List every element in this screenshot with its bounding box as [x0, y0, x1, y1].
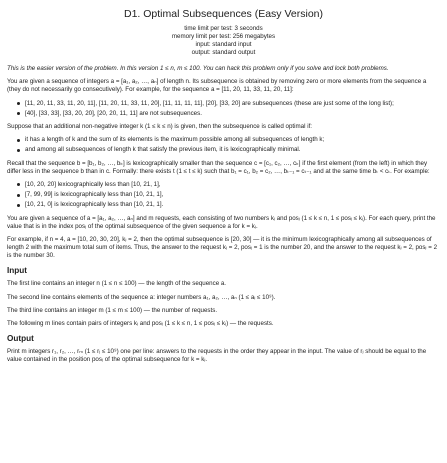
input-spec: input: standard input — [195, 40, 252, 48]
time-limit: time limit per test: 3 seconds — [184, 24, 263, 32]
list-item: [11, 20, 11, 33, 11, 20, 11], [11, 20, 11, 33, 11, 20], [11, 11, 11, 11], [20], [33, 20] are subsequences (these are just some of the long list); — [17, 100, 440, 108]
lexicographic-definition: Recall that the sequence b = [b₁, b₂, …, bₖ] is lexicographically smaller than the sequence c = [c₁, c₂, …, cₖ] if the first element (from the left) in which they differ less in the sequence b than in c. Formally: there exists t (1 ≤ t ≤ k) such that b₁ = c₁, b₂ = c₂, …, bₜ₋₁ = cₜ₋₁ and at the same time bₜ < cₜ. For example: — [7, 159, 430, 175]
list-item: and among all subsequences of length k that satisfy the previous item, it is lexicographically minimal. — [17, 146, 440, 154]
lexicographic-examples-list — [7, 181, 440, 210]
easy-version-note: This is the easier version of the problem. In this version 1 ≤ n, m ≤ 100. You can hack this problem only if you solve and lock both problems. — [7, 65, 389, 73]
input-line: The first line contains an integer n (1 ≤ n ≤ 100) — the length of the sequence a. — [7, 280, 227, 288]
optimal-conditions-list — [7, 136, 440, 154]
input-line: The third line contains an integer m (1 ≤ m ≤ 100) — the number of requests. — [7, 306, 218, 314]
input-line: The second line contains elements of the sequence a: integer numbers a₁, a₂, …, aₙ (1 ≤ aᵢ ≤ 10⁹). — [7, 293, 276, 301]
list-item: it has a length of k and the sum of its elements is the maximum possible among all subsequences of length k; — [17, 136, 440, 144]
output-paragraph: Print m integers r₁, r₂, …, rₘ (1 ≤ rⱼ ≤ 10⁹) one per line: answers to the requests in the order they appear in the input. The value of rⱼ should be equal to the value contained in the position posⱼ of the optimal subsequence for k = kⱼ. — [7, 347, 427, 364]
list-item: [7, 99, 99] is lexicographically less than [10, 21, 1], — [17, 191, 440, 199]
input-heading: Input — [7, 266, 28, 276]
list-item: [10, 21, 0] is lexicographically less than [10, 21, 1]. — [17, 201, 440, 209]
optimal-intro: Suppose that an additional non-negative integer k (1 ≤ k ≤ n) is given, then the subsequence is called optimal if: — [7, 123, 313, 131]
subsequence-examples-list — [7, 100, 440, 118]
problem-statement — [7, 8, 440, 364]
list-item: [10, 20, 20] lexicographically less than [10, 21, 1], — [17, 181, 440, 189]
queries-paragraph: You are given a sequence of a = [a₁, a₂, …, aₙ] and m requests, each consisting of two numbers kⱼ and posⱼ (1 ≤ k ≤ n, 1 ≤ posⱼ ≤ kⱼ). For each query, print the value that is in the index posⱼ of the optimal subsequence of the given sequence a for k = kⱼ. — [7, 214, 436, 230]
output-spec: output: standard output — [191, 49, 256, 57]
intro-paragraph: You are given a sequence of integers a = [a₁, a₂, …, aₙ] of length n. Its subsequence is obtained by removing zero or more elements from the sequence a (they do not necessarily go consecutively). For example, for the sequence a = [11, 20, 11, 33, 11, 20, 11]: — [7, 78, 427, 94]
example-paragraph: For example, if n = 4, a = [10, 20, 30, 20], kⱼ = 2, then the optimal subsequence is [20, 30] — it is the minimum lexicographically among all subsequences of length 2 with the maximum total sum of items. Thus, the answer to the request kⱼ = 2, posⱼ = 1 is the number 20, and the answer to the request kⱼ = 2, posⱼ = 2 is the number 30. — [7, 235, 438, 260]
output-heading: Output — [7, 334, 34, 344]
problem-title: D1. Optimal Subsequences (Easy Version) — [123, 8, 323, 20]
problem-limits — [7, 25, 440, 57]
memory-limit: memory limit per test: 256 megabytes — [171, 32, 276, 40]
list-item: [40], [33, 33], [33, 20, 20], [20, 20, 11, 11] are not subsequences. — [17, 110, 440, 118]
input-line: The following m lines contain pairs of integers kⱼ and posⱼ (1 ≤ k ≤ n, 1 ≤ posⱼ ≤ kⱼ) — the requests. — [7, 319, 274, 327]
